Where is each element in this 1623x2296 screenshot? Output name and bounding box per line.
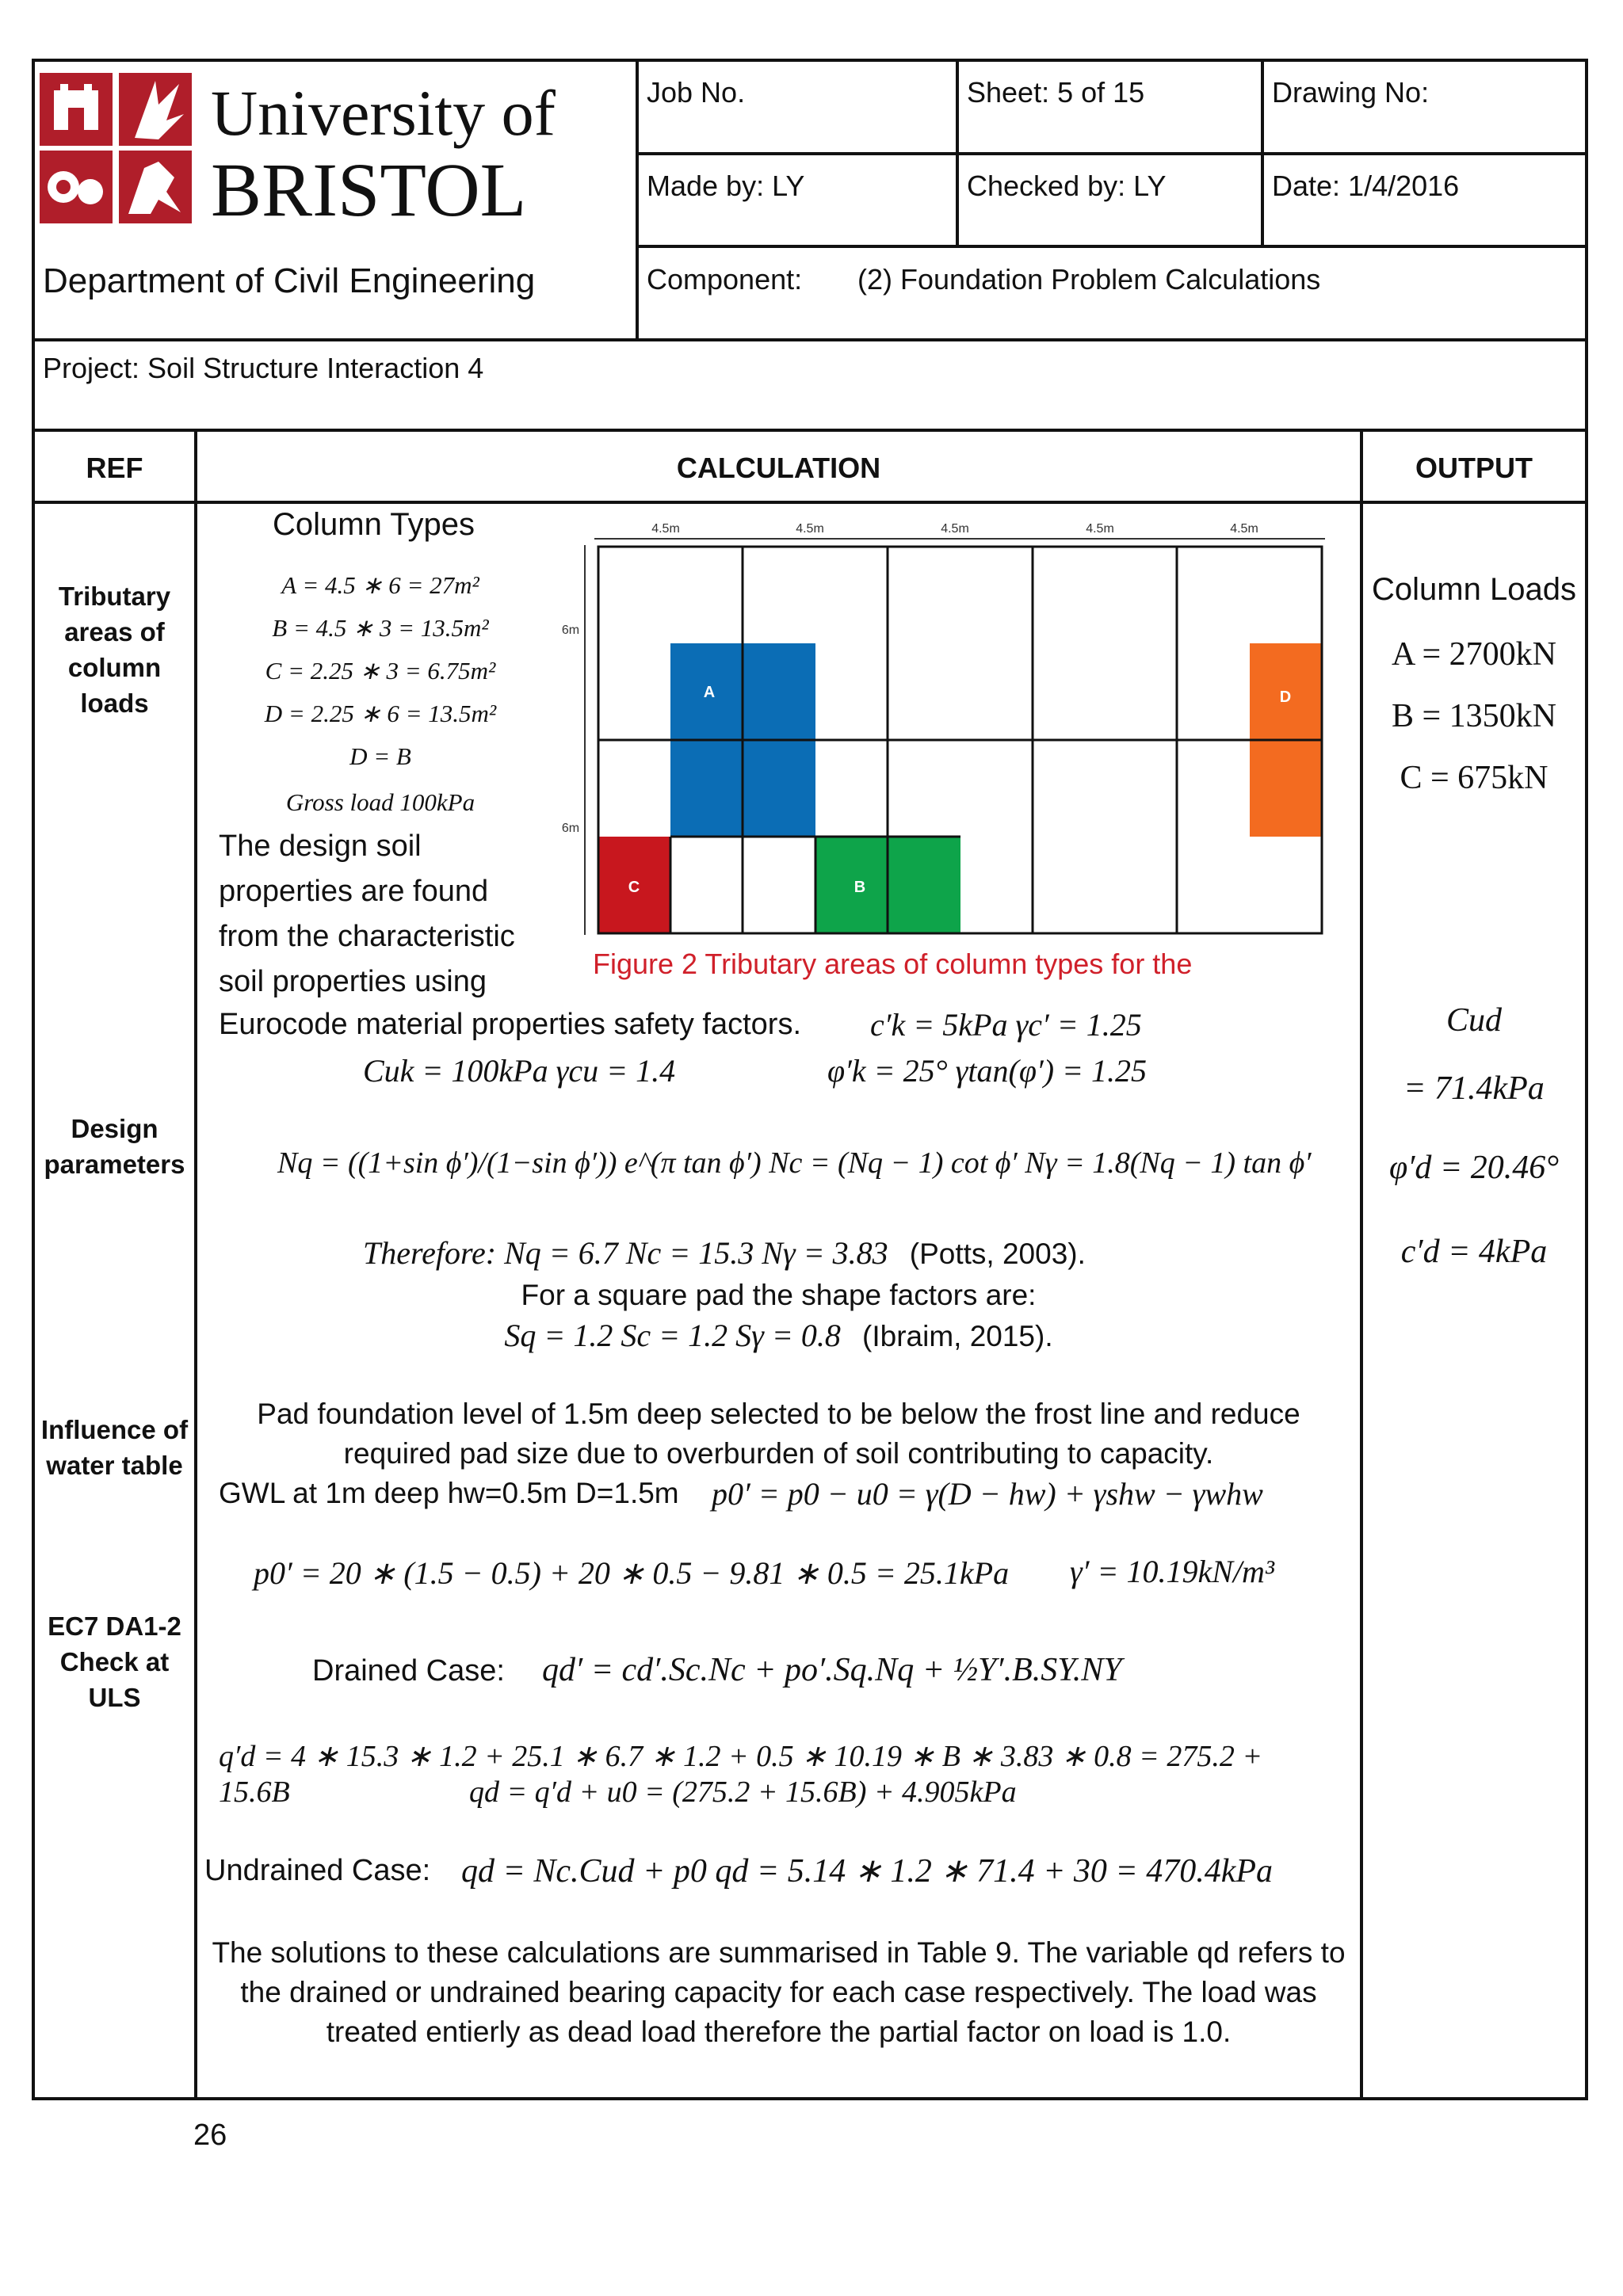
output-load-a: A = 2700kN: [1391, 636, 1557, 673]
area-d: D = 2.25 ∗ 6 = 13.5m²: [264, 700, 497, 727]
date: Date: 1/4/2016: [1272, 170, 1460, 202]
design-soil-text: The design soil properties are found from the characteristic soil properties using: [219, 830, 515, 998]
output-column-loads-title: Column Loads: [1372, 572, 1576, 607]
gross-load: Gross load 100kPa: [285, 788, 475, 816]
eurocode-line: Eurocode material properties safety factors.: [219, 1008, 802, 1041]
frame-top: [32, 59, 1588, 62]
dim-label-v1: 6m: [561, 624, 580, 637]
ref-influence-water-table: Influence of water table: [40, 1415, 189, 1480]
frame-right: [1585, 59, 1588, 2100]
checked-by: Checked by: LY: [967, 170, 1167, 202]
qd-line2b: qd = q′d + u0 = (275.2 + 15.6B) + 4.905kPa: [469, 1775, 1017, 1809]
area-b-label: B: [854, 879, 866, 896]
gwl-equation: p0′ = p0 − u0 = γ(D − hw) + γshw − γwhw: [712, 1476, 1263, 1512]
column-divider-ref: [194, 429, 197, 2100]
dim-label-1: 4.5m: [651, 522, 680, 536]
header-divider-h3: [32, 338, 1588, 341]
qd-line2a: 15.6B: [219, 1775, 290, 1809]
ref-ec7-check: EC7 DA1-2 Check at ULS: [48, 1611, 181, 1712]
phik-line: φ′k = 25° γtan(φ′) = 1.25: [827, 1053, 1148, 1089]
therefore-line: Therefore: Nq = 6.7 Nc = 15.3 Nγ = 3.83 (Potts, 2003).: [363, 1235, 1086, 1271]
gwl-text: GWL at 1m deep hw=0.5m D=1.5m: [219, 1477, 679, 1509]
area-c: C = 2.25 ∗ 3 = 6.75m²: [265, 657, 496, 685]
made-by: Made by: LY: [647, 170, 805, 202]
output-cud-label: Cud: [1445, 1002, 1502, 1039]
ck-line: c′k = 5kPa γc′ = 1.25: [870, 1007, 1142, 1043]
sheet-number: Sheet: 5 of 15: [967, 76, 1145, 109]
undrained-label: Undrained Case:: [204, 1854, 431, 1887]
header-divider-v1: [636, 59, 639, 340]
column-areas: [214, 564, 547, 824]
output-cd: c′d = 4kPa: [1400, 1234, 1548, 1270]
drawing-no: Drawing No:: [1272, 76, 1430, 109]
area-a: A = 4.5 ∗ 6 = 27m²: [281, 571, 479, 599]
frame-left: [32, 59, 35, 2100]
summary-text: The solutions to these calculations are summarised in Table 9. The variable qd refers to the drained or undrained bearing capacity for each case respectively. The load was treated entierly as dead load therefore the partial factor on load is 1.0.: [212, 1936, 1346, 2048]
area-a-label: A: [703, 684, 716, 701]
qd-line1: q′d = 4 ∗ 15.3 ∗ 1.2 + 25.1 ∗ 6.7 ∗ 1.2 + 0.5 ∗ 10.19 ∗ B ∗ 3.83 ∗ 0.8 = 275.2 +: [219, 1740, 1262, 1773]
project-name: Project: Soil Structure Interaction 4: [43, 352, 484, 384]
header-divider-h4: [32, 429, 1588, 432]
output-phid: φ′d = 20.46°: [1388, 1150, 1560, 1186]
output-cud-value: = 71.4kPa: [1403, 1070, 1545, 1107]
output-load-c: C = 675kN: [1400, 760, 1549, 796]
shape-factors: Sq = 1.2 Sc = 1.2 Sγ = 0.8 (Ibraim, 2015).: [504, 1318, 1053, 1353]
header-divider-h5: [32, 501, 1588, 504]
component-value: (2) Foundation Problem Calculations: [857, 263, 1321, 296]
cuk-line: Cuk = 100kPa γcu = 1.4: [363, 1053, 676, 1089]
area-d-label: D: [1279, 688, 1292, 706]
output-header: OUTPUT: [1415, 452, 1533, 484]
university-name-line1: University of: [211, 77, 556, 149]
area-c-label: C: [628, 879, 640, 896]
column-types-title: Column Types: [273, 507, 475, 542]
shape-intro: For a square pad the shape factors are:: [521, 1279, 1037, 1311]
ref-header: REF: [86, 452, 143, 484]
drained-equation: qd′ = cd′.Sc.Nc + po′.Sq.Nq + ½Υ′.B.SΥ.NΥ: [542, 1652, 1122, 1688]
frame-bottom: [32, 2097, 1588, 2100]
pad-text-line2: required pad size due to overburden of soil contributing to capacity.: [343, 1437, 1214, 1470]
area-b: B = 4.5 ∗ 3 = 13.5m²: [272, 614, 489, 642]
university-name-line2: BRISTOL: [211, 147, 527, 232]
p0-equation: p0′ = 20 ∗ (1.5 − 0.5) + 20 ∗ 0.5 − 9.81 ∗ 0.5 = 25.1kPa: [254, 1555, 1010, 1591]
drained-label: Drained Case:: [312, 1654, 505, 1688]
header-divider-h1: [636, 152, 1588, 155]
dim-label-5: 4.5m: [1230, 522, 1258, 536]
dim-label-3: 4.5m: [941, 522, 969, 536]
dim-label-v2: 6m: [561, 822, 580, 835]
calculation-header: CALCULATION: [676, 452, 881, 484]
bearing-capacity-factors: Nq = ((1+sin ϕ′)/(1−sin ϕ′)) e^(π tan ϕ′) Nc = (Nq − 1) cot ϕ′ Nγ = 1.8(Nq − 1) tan ϕ′: [277, 1146, 1312, 1180]
undrained-equation: qd = Nc.Cud + p0 qd = 5.14 ∗ 1.2 ∗ 71.4 + 30 = 470.4kPa: [461, 1853, 1274, 1890]
dim-label-4: 4.5m: [1086, 522, 1114, 536]
tributary-area-figure: [547, 515, 1339, 951]
job-no: Job No.: [647, 76, 746, 109]
pad-text-line1: Pad foundation level of 1.5m deep selected to be below the frost line and reduce: [257, 1398, 1300, 1430]
figure-caption: Figure 2 Tributary areas of column types for the: [593, 948, 1193, 980]
area-d-equals-b: D = B: [349, 742, 411, 770]
university-logo: [40, 73, 195, 223]
dim-label-2: 4.5m: [796, 522, 824, 536]
ref-tributary: Tributary areas of column loads: [58, 582, 171, 718]
gamma-equation: γ′ = 10.19kN/m³: [1070, 1554, 1274, 1589]
header-divider-h2: [636, 245, 1588, 248]
department-name: Department of Civil Engineering: [43, 261, 536, 300]
page-number: 26: [193, 2119, 227, 2152]
component-label: Component:: [647, 263, 803, 296]
ref-design-parameters: Design parameters: [44, 1114, 185, 1179]
output-load-b: B = 1350kN: [1391, 698, 1557, 734]
